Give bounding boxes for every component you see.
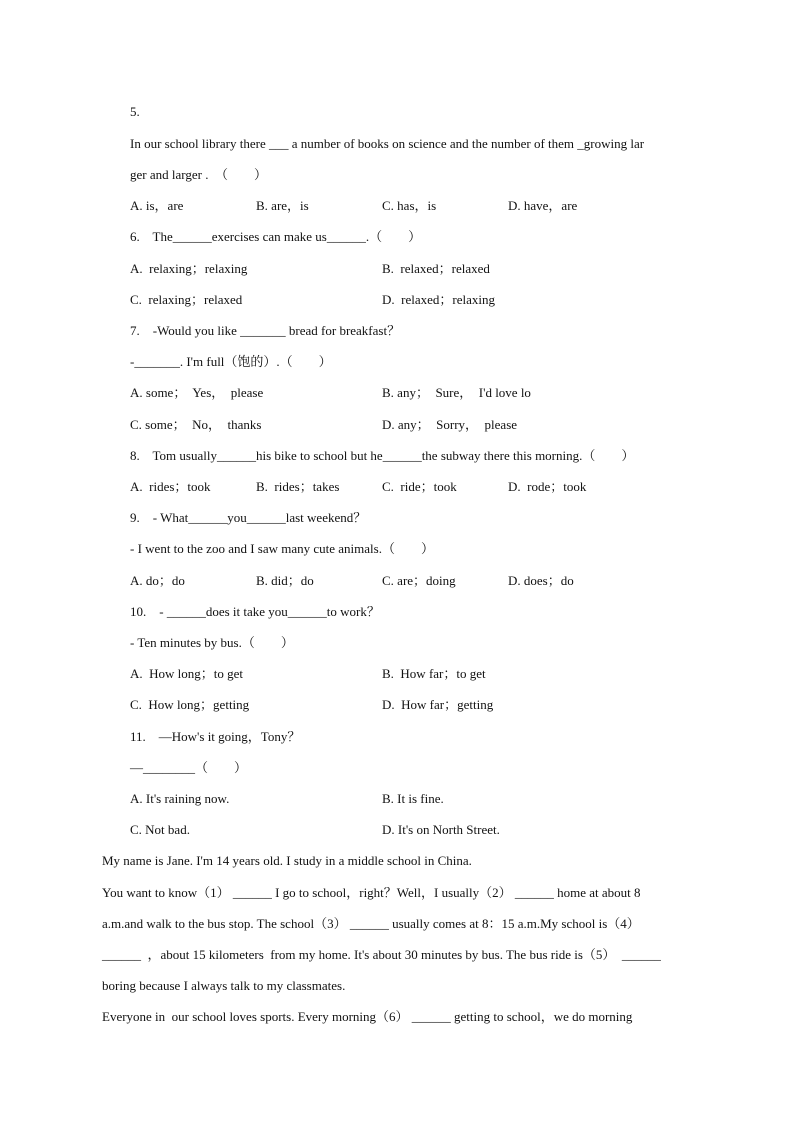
option-a: A. How long；to get — [130, 666, 244, 681]
question-stem: - I went to the zoo and I saw many cute animals.（ ） — [130, 541, 434, 556]
option-c: C. How long；getting — [130, 697, 250, 712]
option-a: A. some； Yes， please — [130, 385, 264, 400]
question-stem: 9. - What______you______last weekend？ — [130, 510, 367, 525]
question-stem: -_______. I'm full（饱的）.（ ） — [130, 354, 332, 369]
question-stem: ger and larger . （ ） — [130, 167, 267, 182]
option-c: C. ride；took — [382, 479, 457, 494]
question-stem: - Ten minutes by bus.（ ） — [130, 635, 294, 650]
option-a: A. is，are — [130, 198, 184, 213]
option-a: A. rides；took — [130, 479, 211, 494]
option-c: C. are；doing — [382, 573, 456, 588]
option-d: D. have，are — [508, 198, 578, 213]
option-a: A. It's raining now. — [130, 791, 230, 806]
passage-line: You want to know（1） ______ I go to school，right？Well，I usually（2） ______ home at about 8 — [102, 885, 641, 900]
question-stem: 10. - ______does it take you______to work？ — [130, 604, 380, 619]
question-stem: 7. -Would you like _______ bread for breakfast？ — [130, 323, 401, 338]
option-b: B. rides；takes — [256, 479, 340, 494]
passage-line: a.m.and walk to the bus stop. The school（3） ______ usually comes at 8：15 a.m.My school is（4） — [102, 916, 640, 931]
question-number: 5. — [130, 104, 140, 119]
option-d: D. rode；took — [508, 479, 587, 494]
question-stem: —________（ ） — [130, 760, 248, 775]
option-d: D. does；do — [508, 573, 574, 588]
passage-line: My name is Jane. I'm 14 years old. I study in a middle school in China. — [102, 853, 472, 868]
option-b: B. did；do — [256, 573, 314, 588]
question-stem: 11. —How's it going，Tony？ — [130, 729, 301, 744]
option-d: D. relaxed；relaxing — [382, 292, 495, 307]
question-stem: 8. Tom usually______his bike to school but he______the subway there this morning.（ ） — [130, 448, 635, 463]
option-b: B. relaxed；relaxed — [382, 261, 490, 276]
option-d: D. any； Sorry， please — [382, 417, 518, 432]
option-a: A. relaxing；relaxing — [130, 261, 248, 276]
option-c: C. has，is — [382, 198, 437, 213]
passage-line: boring because I always talk to my classmates. — [102, 978, 346, 993]
option-b: B. It is fine. — [382, 791, 444, 806]
question-stem: In our school library there ___ a number of books on science and the number of them _growing lar — [130, 136, 645, 151]
passage-line: Everyone in our school loves sports. Every morning（6） ______ getting to school，we do morning — [102, 1009, 633, 1024]
option-b: B. any； Sure， I'd love lo — [382, 385, 531, 400]
option-a: A. do；do — [130, 573, 185, 588]
passage-line: ______ ，about 15 kilometers from my home. It's about 30 minutes by bus. The bus ride is（5） ______ — [102, 947, 661, 962]
option-d: D. How far；getting — [382, 697, 494, 712]
option-b: B. are，is — [256, 198, 309, 213]
option-c: C. Not bad. — [130, 822, 190, 837]
option-b: B. How far；to get — [382, 666, 486, 681]
option-c: C. relaxing；relaxed — [130, 292, 243, 307]
option-d: D. It's on North Street. — [382, 822, 500, 837]
option-c: C. some； No， thanks — [130, 417, 262, 432]
question-stem: 6. The______exercises can make us______.（ ） — [130, 229, 422, 244]
